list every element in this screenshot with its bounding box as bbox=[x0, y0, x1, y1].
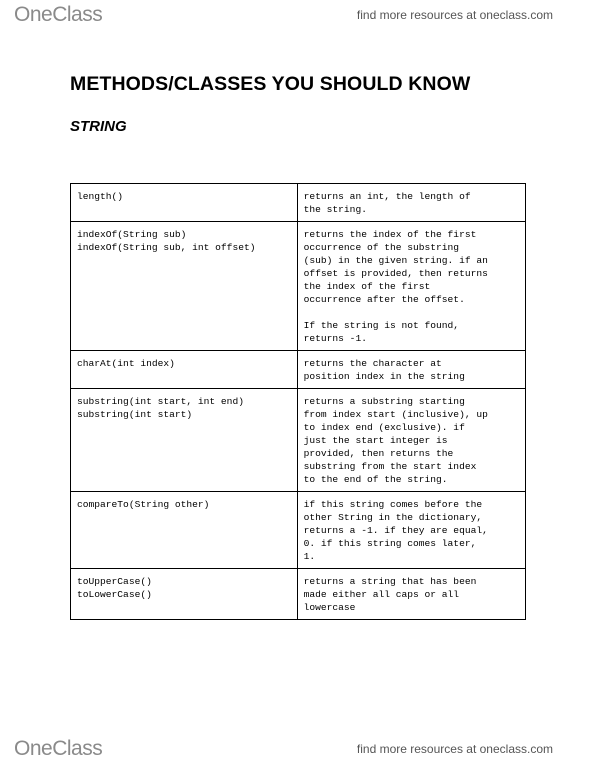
method-signature: toUpperCase() toLowerCase() bbox=[71, 569, 298, 620]
method-signature: compareTo(String other) bbox=[71, 492, 298, 569]
oneclass-logo[interactable]: OneClass bbox=[14, 3, 103, 26]
table-row bbox=[71, 389, 526, 492]
method-description: returns a substring starting from index start (inclusive), up to index end (exclusive). if just the start integer is provided, then returns the substring from the start index to the end of the string. bbox=[297, 389, 525, 492]
header-tagline[interactable]: find more resources at oneclass.com bbox=[356, 8, 553, 22]
method-description: returns an int, the length of the string. bbox=[297, 184, 525, 222]
table-row bbox=[71, 184, 526, 222]
page-title: METHODS/CLASSES YOU SHOULD KNOW bbox=[70, 73, 471, 95]
method-signature: charAt(int index) bbox=[71, 351, 298, 389]
oneclass-logo[interactable]: OneClass bbox=[14, 737, 103, 760]
method-signature: indexOf(String sub) indexOf(String sub, int offset) bbox=[71, 222, 298, 351]
method-description: if this string comes before the other String in the dictionary, returns a -1. if they are equal, 0. if this string comes later, 1. bbox=[297, 492, 525, 569]
methods-table bbox=[70, 183, 526, 620]
method-signature: length() bbox=[71, 184, 298, 222]
footer-tagline[interactable]: find more resources at oneclass.com bbox=[356, 742, 553, 756]
table-row bbox=[71, 569, 526, 620]
method-description: returns the character at position index in the string bbox=[297, 351, 525, 389]
method-description: returns the index of the first occurrence of the substring (sub) in the given string. if an offset is provided, then returns the index of the first occurrence after the offset. If the string is not found, returns -1. bbox=[297, 222, 525, 351]
table-row bbox=[71, 351, 526, 389]
table-row bbox=[71, 492, 526, 569]
header-bar bbox=[0, 0, 595, 34]
method-signature: substring(int start, int end) substring(int start) bbox=[71, 389, 298, 492]
method-description: returns a string that has been made either all caps or all lowercase bbox=[297, 569, 525, 620]
section-title: STRING bbox=[70, 118, 127, 135]
footer-bar bbox=[0, 734, 595, 768]
table-row bbox=[71, 222, 526, 351]
